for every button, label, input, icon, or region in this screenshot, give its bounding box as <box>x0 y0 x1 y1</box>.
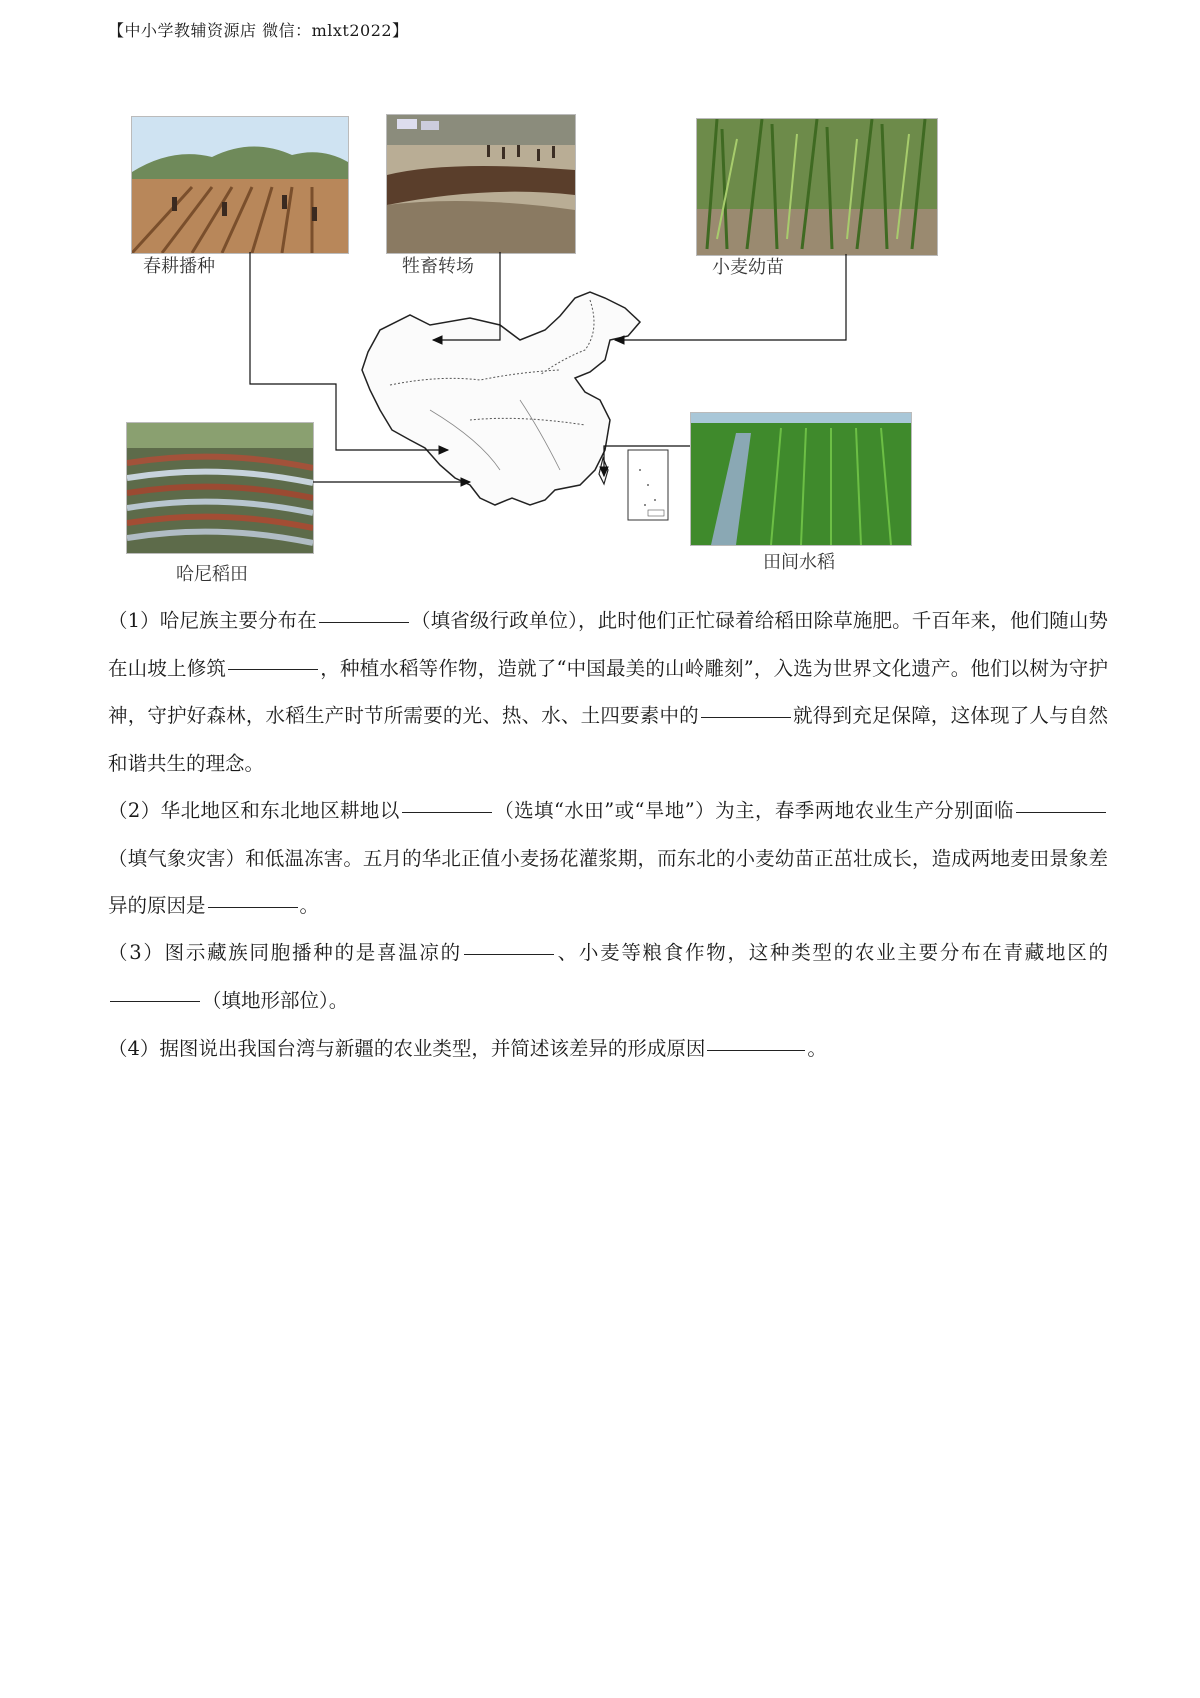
q1-text-1: （1）哈尼族主要分布在 <box>108 609 317 632</box>
q3-text-1: （3）图示藏族同胞播种的是喜温凉的 <box>108 941 462 964</box>
photo-spring-sowing <box>131 116 349 254</box>
question-4 <box>108 1025 1108 1073</box>
q3-text-3: （填地形部位）。 <box>202 988 349 1012</box>
photo-paddy-rice <box>690 412 912 546</box>
question-2 <box>108 787 1108 930</box>
q3-text-2: 、小麦等粮食作物，这种类型的农业主要分布在青藏地区的 <box>555 941 1108 964</box>
q1-blank-terraces[interactable] <box>228 668 318 670</box>
agriculture-figure <box>0 0 1200 600</box>
q2-text-4: 。 <box>299 894 320 917</box>
q2-blank-land-type[interactable] <box>402 811 492 813</box>
q1-text-4: 就得到充足保障，这体现了人与自然和谐共生的理念。 <box>108 704 1108 775</box>
q2-text-1: （2）华北地区和东北地区耕地以 <box>108 799 400 822</box>
caption-hani-terraces: 哈尼稻田 <box>176 564 248 585</box>
q1-text-2: （填省级行政单位），此时他们正忙碌着给稻田除草施肥。千百年来，他们随山势在山坡上修筑 <box>108 609 1108 680</box>
q1-blank-province[interactable] <box>319 621 409 623</box>
question-1 <box>108 597 1108 787</box>
caption-spring-sowing: 春耕播种 <box>143 256 215 277</box>
q1-blank-element[interactable] <box>701 716 791 718</box>
caption-wheat-seedlings: 小麦幼苗 <box>712 257 784 278</box>
q2-blank-reason[interactable] <box>208 906 298 908</box>
q4-text-2: 。 <box>807 1037 827 1060</box>
q4-text-1: （4）据图说出我国台湾与新疆的农业类型，并简述该差异的形成原因 <box>108 1037 706 1060</box>
photo-wheat-seedlings <box>696 118 938 256</box>
q3-blank-crop[interactable] <box>464 953 554 955</box>
header-watermark: 【中小学教辅资源店 微信：mlxt2022】 <box>108 21 409 40</box>
q1-text-3: ，种植水稻等作物，造就了“中国最美的山岭雕刻”，入选为世界文化遗产。他们以树为守护神，守护好森林，水稻生产时节所需要的光、热、水、土四要素中的 <box>108 656 1108 727</box>
q2-text-3: （填气象灾害）和低温冻害。五月的华北正值小麦扬花灌浆期，而东北的小麦幼苗正茁壮成长，造成两地麦田景象差异的原因是 <box>108 846 1108 917</box>
q4-blank-answer[interactable] <box>707 1049 805 1051</box>
photo-livestock-migration <box>386 114 576 254</box>
photo-hani-terraces <box>126 422 314 554</box>
q3-blank-terrain[interactable] <box>110 1000 200 1002</box>
caption-paddy-rice: 田间水稻 <box>763 552 835 573</box>
question-3 <box>108 929 1108 1024</box>
q2-blank-disaster[interactable] <box>1016 811 1106 813</box>
caption-livestock-migration: 牲畜转场 <box>402 256 474 277</box>
q2-text-2: （选填“水田”或“旱地”）为主，春季两地农业生产分别面临 <box>493 799 1014 822</box>
